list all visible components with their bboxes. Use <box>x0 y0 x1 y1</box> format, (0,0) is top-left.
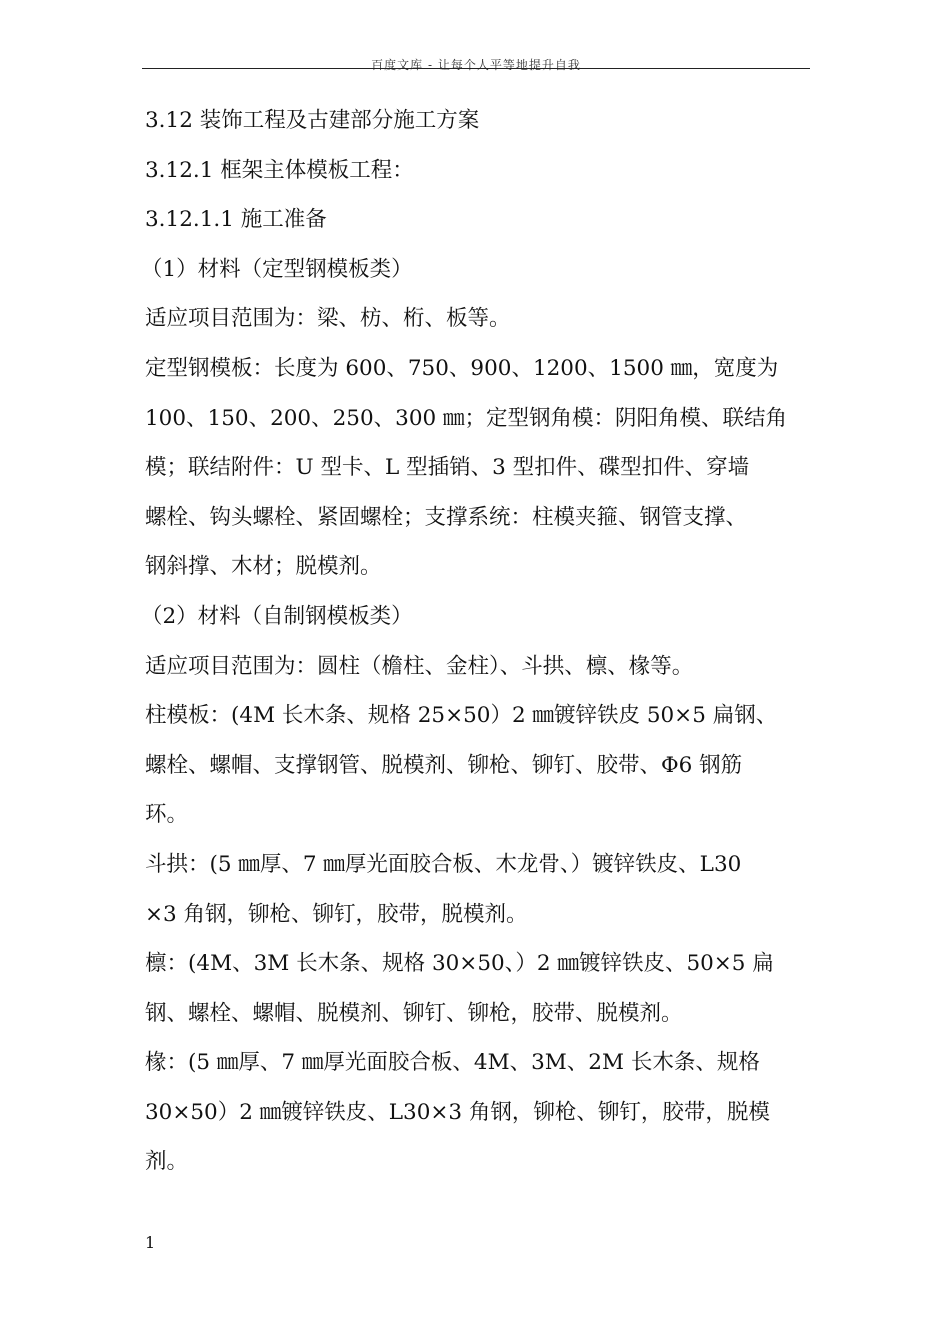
item-1-detail-line: 100、150、200、250、300 ㎜；定型钢角模：阴阳角模、联结角 <box>145 405 788 431</box>
header-rule <box>142 68 810 69</box>
document-body <box>141 96 813 1187</box>
item-1-detail-line: 定型钢模板：长度为 600、750、900、1200、1500 ㎜，宽度为 <box>145 355 779 381</box>
item-1-detail-line: 模；联结附件：U 型卡、L 型插销、3 型扣件、碟型扣件、穿墙 <box>145 455 750 481</box>
item-2-title: （2）材料（自制钢模板类） <box>141 603 413 629</box>
item-1-detail-line: 钢斜撑、木材；脱模剂。 <box>145 554 382 580</box>
column-form-line: 环。 <box>145 802 189 828</box>
purlin-line: 钢、螺栓、螺帽、脱模剂、铆钉、铆枪，胶带、脱模剂。 <box>145 1000 683 1026</box>
item-1-scope: 适应项目范围为：梁、枋、桁、板等。 <box>145 306 511 332</box>
rafter-line: 椽：(5 ㎜厚、7 ㎜厚光面胶合板、4M、3M、2M 长木条、规格 <box>145 1050 760 1076</box>
column-form-line: 螺栓、螺帽、支撑钢管、脱模剂、铆枪、铆钉、胶带、Φ6 钢筋 <box>145 752 743 778</box>
section-heading-3-12: 3.12 装饰工程及古建部分施工方案 <box>145 108 480 133</box>
page-number: 1 <box>145 1233 156 1252</box>
purlin-line: 檩：(4M、3M 长木条、规格 30×50、）2 ㎜镀锌铁皮、50×5 扁 <box>145 951 774 977</box>
item-1-title: （1）材料（定型钢模板类） <box>141 256 413 282</box>
item-2-scope: 适应项目范围为：圆柱（檐柱、金柱）、斗拱、檩、椽等。 <box>145 653 694 679</box>
item-1-detail-line: 螺栓、钩头螺栓、紧固螺栓；支撑系统：柱模夹箍、钢管支撑、 <box>145 504 748 530</box>
page-header: 百度文库 - 让每个人平等地提升自我 <box>371 58 581 72</box>
bracket-line: ×3 角钢，铆枪、铆钉，胶带，脱模剂。 <box>145 901 528 927</box>
rafter-line: 剂。 <box>145 1149 189 1175</box>
section-heading-3-12-1-1: 3.12.1.1 施工准备 <box>145 207 327 233</box>
bracket-line: 斗拱：(5 ㎜厚、7 ㎜厚光面胶合板、木龙骨、）镀锌铁皮、L30 <box>145 851 742 877</box>
column-form-line: 柱模板：(4M 长木条、规格 25×50）2 ㎜镀锌铁皮 50×5 扁钢、 <box>145 703 778 729</box>
section-heading-3-12-1: 3.12.1 框架主体模板工程： <box>145 157 414 183</box>
rafter-line: 30×50）2 ㎜镀锌铁皮、L30×3 角钢，铆枪、铆钉，胶带，脱模 <box>145 1099 770 1125</box>
